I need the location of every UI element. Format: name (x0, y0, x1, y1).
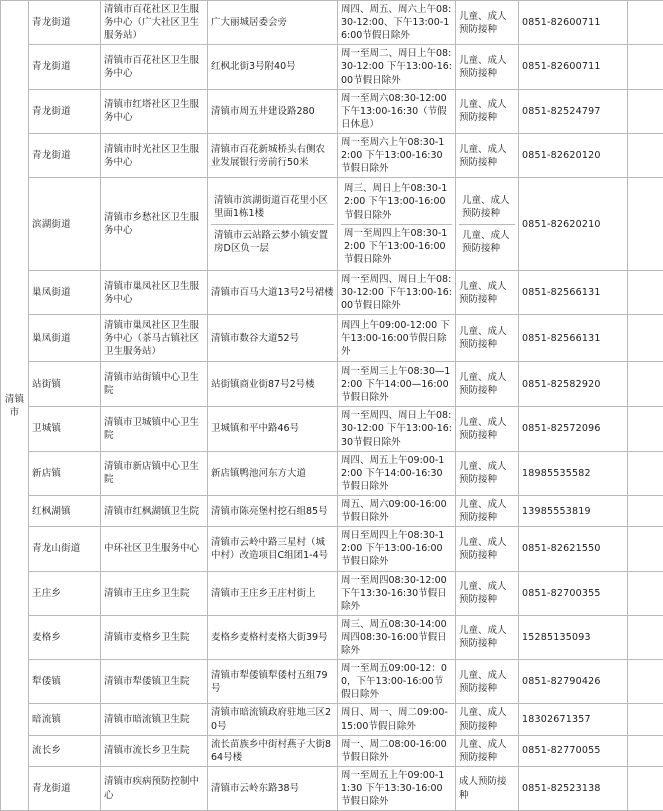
vaccine-type-cell: 儿童、成人预防接种 (456, 615, 519, 659)
address-cell: 站街镇商业街87号2号楼 (208, 362, 338, 407)
hours-cell-group (338, 178, 456, 271)
table-row (1, 1, 663, 45)
hours-cell: 周一、周二08:00-16:00节假日除外 (338, 735, 456, 766)
phone-cell: 0851-82600711 (519, 1, 628, 45)
blank-cell (628, 89, 663, 133)
address-cell: 清镇市周五井建设路280 (208, 89, 338, 133)
phone-cell: 0851-82523138 (519, 766, 628, 810)
blank-cell (628, 133, 663, 177)
hours-cell: 周四、周五上午09:00-12:00 下午14:00-16:30节假日除外 (338, 451, 456, 495)
street-cell: 麦格乡 (29, 615, 101, 659)
organization-cell: 清镇市百花社区卫生服务中心 (101, 45, 208, 89)
blank-cell (628, 660, 663, 704)
address-cell: 广大丽城居委会旁 (208, 1, 338, 45)
organization-cell: 清镇市百花社区卫生服务中心（广大社区卫生服务站） (101, 1, 208, 45)
vaccine-type-cell: 儿童、成人预防接种 (456, 735, 519, 766)
vaccine-type-cell: 儿童、成人预防接种 (456, 270, 519, 314)
table-row (1, 362, 663, 407)
phone-cell: 0851-82582920 (519, 362, 628, 407)
table-row (1, 89, 663, 133)
vaccine-type-cell: 儿童、成人预防接种 (456, 660, 519, 704)
sub-row (459, 190, 515, 225)
phone-cell: 0851-82770055 (519, 735, 628, 766)
sub-row (211, 190, 334, 225)
address-cell: 新店镇鸭池河东方大道 (208, 451, 338, 495)
blank-cell (628, 362, 663, 407)
address-cell: 清镇市云岭东路38号 (208, 766, 338, 810)
hours-cell: 周一至周五09:00-12：00，下午13:00-16:00节假日除外 (338, 660, 456, 704)
street-cell: 流长乡 (29, 735, 101, 766)
organization-cell: 清镇市麦格乡卫生院 (101, 615, 208, 659)
vaccine-type-cell: 儿童、成人预防接种 (456, 89, 519, 133)
hours-cell: 周三、周日上午08:30-12:00 下午13:00-16:00节假日除外 (341, 180, 452, 224)
organization-cell: 清镇市站街镇中心卫生院 (101, 362, 208, 407)
addr-cell-group (208, 178, 338, 271)
address-cell: 清镇市云岭中路三星村（城中村）改造项目C组团1-4号 (208, 527, 338, 571)
hours-cell: 周一至周四上午08:30-12:00 下午13:00-16:00节假日除外 (341, 224, 452, 268)
vaccine-type-cell: 儿童、成人预防接种 (456, 704, 519, 735)
table-row (1, 704, 663, 735)
address-cell: 流长苗族乡中街村燕子大街864号楼 (208, 735, 338, 766)
blank-cell (628, 527, 663, 571)
table-row (1, 766, 663, 810)
hours-cell: 周一至周六上午08:30-12:00 下午13:00-16:30节假日除外 (338, 133, 456, 177)
phone-cell: 0851-82620210 (519, 178, 628, 271)
hours-cell: 周一至周四08:30-12:00 下午13:30-16:30节假日除外 (338, 571, 456, 615)
hours-cell: 周四上午09:00-12:00 下午13:00-16:00节假日除外 (338, 315, 456, 362)
street-cell: 青龙街道 (29, 1, 101, 45)
hours-cell: 周三、周五08:30-14:00 周四08:30-16:00节假日除外 (338, 615, 456, 659)
table-row (1, 615, 663, 659)
phone-cell: 13985553819 (519, 495, 628, 526)
organization-cell: 清镇市暗流镇卫生院 (101, 704, 208, 735)
sub-row (341, 224, 452, 268)
blank-cell (628, 270, 663, 314)
table-row (1, 571, 663, 615)
address-cell: 清镇市百马大道13号2号裙楼 (208, 270, 338, 314)
phone-cell: 0851-82790426 (519, 660, 628, 704)
vaccine-type-cell: 儿童、成人预防接种 (456, 407, 519, 451)
blank-cell (628, 615, 663, 659)
table-row (1, 451, 663, 495)
address-cell: 卫城镇和平中路46号 (208, 407, 338, 451)
sub-row (211, 224, 334, 259)
table-row (1, 178, 663, 271)
blank-cell (628, 407, 663, 451)
addr-cell: 清镇市滨湖街道百花里小区里面1栋1楼 (211, 190, 334, 225)
organization-cell: 清镇市红塔社区卫生服务中心 (101, 89, 208, 133)
street-cell: 青龙街道 (29, 89, 101, 133)
street-cell: 红枫湖镇 (29, 495, 101, 526)
organization-cell: 中环社区卫生服务中心 (101, 527, 208, 571)
sub-row (341, 180, 452, 224)
hours-cell: 周日至周四上午08:30-12:00 下午13:00-16:00节假日除外 (338, 527, 456, 571)
blank-cell (628, 45, 663, 89)
vaccine-type-cell: 儿童、成人预防接种 (456, 133, 519, 177)
organization-cell: 清镇市巢凤社区卫生服务中心 (101, 270, 208, 314)
sub-row (459, 224, 515, 259)
hours-cell: 周一至周四、周日上午08:30-12:00 下午13:00-16:30节假日除外 (338, 407, 456, 451)
blank-cell (628, 735, 663, 766)
blank-cell (628, 1, 663, 45)
vaccine-type-cell: 儿童、成人预防接种 (456, 495, 519, 526)
table-row (1, 45, 663, 89)
organization-cell: 清镇市时光社区卫生服务中心 (101, 133, 208, 177)
phone-cell: 0851-82572096 (519, 407, 628, 451)
blank-cell (628, 571, 663, 615)
organization-cell: 清镇市犁倭镇卫生院 (101, 660, 208, 704)
phone-cell: 18985535582 (519, 451, 628, 495)
street-cell: 站街镇 (29, 362, 101, 407)
phone-cell: 15285135093 (519, 615, 628, 659)
street-cell: 新店镇 (29, 451, 101, 495)
phone-cell: 0851-82700355 (519, 571, 628, 615)
organization-cell: 清镇市巢凤社区卫生服务中心（茶马古镇社区卫生服务站） (101, 315, 208, 362)
organization-cell: 清镇市流长乡卫生院 (101, 735, 208, 766)
blank-cell (628, 315, 663, 362)
organization-cell: 清镇市疾病预防控制中心 (101, 766, 208, 810)
street-cell: 王庄乡 (29, 571, 101, 615)
phone-cell: 0851-82566131 (519, 270, 628, 314)
street-cell: 青龙街道 (29, 766, 101, 810)
address-cell: 清镇市百花新城桥头右侧农业发展银行旁前行50米 (208, 133, 338, 177)
vaccine-type-cell: 儿童、成人预防接种 (456, 45, 519, 89)
table-row (1, 133, 663, 177)
street-cell: 巢凤街道 (29, 270, 101, 314)
phone-cell: 0851-82621550 (519, 527, 628, 571)
organization-cell: 清镇市红枫湖镇卫生院 (101, 495, 208, 526)
street-cell: 巢凤街道 (29, 315, 101, 362)
table-row (1, 270, 663, 314)
address-cell: 清镇市犁倭镇犁倭村五组79号 (208, 660, 338, 704)
address-cell: 清镇市数谷大道52号 (208, 315, 338, 362)
organization-cell: 清镇市乡愁社区卫生服务中心 (101, 178, 208, 271)
vaccine-type-cell: 儿童、成人预防接种 (456, 451, 519, 495)
street-cell: 犁倭镇 (29, 660, 101, 704)
phone-cell: 0851-82524797 (519, 89, 628, 133)
table-row (1, 407, 663, 451)
table-row (1, 735, 663, 766)
addr-cell: 清镇市云站路云梦小镇安置房D区负一层 (211, 224, 334, 259)
hours-cell: 周一至周二、周日上午08:30-12:00 下午13:00-16:00节假日除外 (338, 45, 456, 89)
table-body (1, 1, 663, 811)
type-cell: 儿童、成人预防接种 (459, 224, 515, 259)
hours-cell: 周一至周五上午09:00-11:30 下午13:30-16:00节假日除外 (338, 766, 456, 810)
city-cell: 清镇市 (1, 1, 29, 811)
address-cell: 麦格乡麦格村麦格大街39号 (208, 615, 338, 659)
address-cell: 清镇市陈亮堡村挖石组85号 (208, 495, 338, 526)
vaccine-type-cell: 儿童、成人预防接种 (456, 362, 519, 407)
hours-cell: 周五、周六09:00-16:00节假日除外 (338, 495, 456, 526)
phone-cell: 0851-82566131 (519, 315, 628, 362)
street-cell: 滨湖街道 (29, 178, 101, 271)
street-cell: 暗流镇 (29, 704, 101, 735)
phone-cell: 0851-82620120 (519, 133, 628, 177)
hours-cell: 周一至周六08:30-12:00 下午13:00-16:30（节假日休息） (338, 89, 456, 133)
hours-cell: 周四、周五、周六上午08:30-12:00、下午13:00-16:00节假日除外 (338, 1, 456, 45)
hours-cell: 周一至周三上午08:30—12:00 下午14:00—16:00节假日除外 (338, 362, 456, 407)
organization-cell: 清镇市新店镇中心卫生院 (101, 451, 208, 495)
vaccine-type-cell: 成人预防接种 (456, 766, 519, 810)
table-row (1, 315, 663, 362)
table-row (1, 495, 663, 526)
organization-cell: 清镇市卫城镇中心卫生院 (101, 407, 208, 451)
address-cell: 清镇市王庄乡王庄村街上 (208, 571, 338, 615)
address-cell: 红枫北街3号附40号 (208, 45, 338, 89)
blank-cell (628, 178, 663, 271)
type-cell: 儿童、成人预防接种 (459, 190, 515, 225)
vaccine-type-cell: 儿童、成人预防接种 (456, 1, 519, 45)
street-cell: 青龙街道 (29, 45, 101, 89)
blank-cell (628, 766, 663, 810)
blank-cell (628, 451, 663, 495)
hours-cell: 周日、周一、周二09:00-15:00节假日除外 (338, 704, 456, 735)
vaccine-type-cell: 儿童、成人预防接种 (456, 315, 519, 362)
table-row (1, 527, 663, 571)
street-cell: 青龙山街道 (29, 527, 101, 571)
organization-cell: 清镇市王庄乡卫生院 (101, 571, 208, 615)
blank-cell (628, 495, 663, 526)
hours-cell: 周一至周四、周日上午08:30-12:00 下午13:00-16:00节假日除外 (338, 270, 456, 314)
phone-cell: 18302671357 (519, 704, 628, 735)
street-cell: 卫城镇 (29, 407, 101, 451)
vaccine-type-cell: 儿童、成人预防接种 (456, 571, 519, 615)
address-cell: 清镇市暗流镇政府驻地三区20号 (208, 704, 338, 735)
blank-cell (628, 704, 663, 735)
type-cell-group (456, 178, 519, 271)
table-row (1, 660, 663, 704)
street-cell: 青龙街道 (29, 133, 101, 177)
phone-cell: 0851-82600711 (519, 45, 628, 89)
vaccine-type-cell: 儿童、成人预防接种 (456, 527, 519, 571)
